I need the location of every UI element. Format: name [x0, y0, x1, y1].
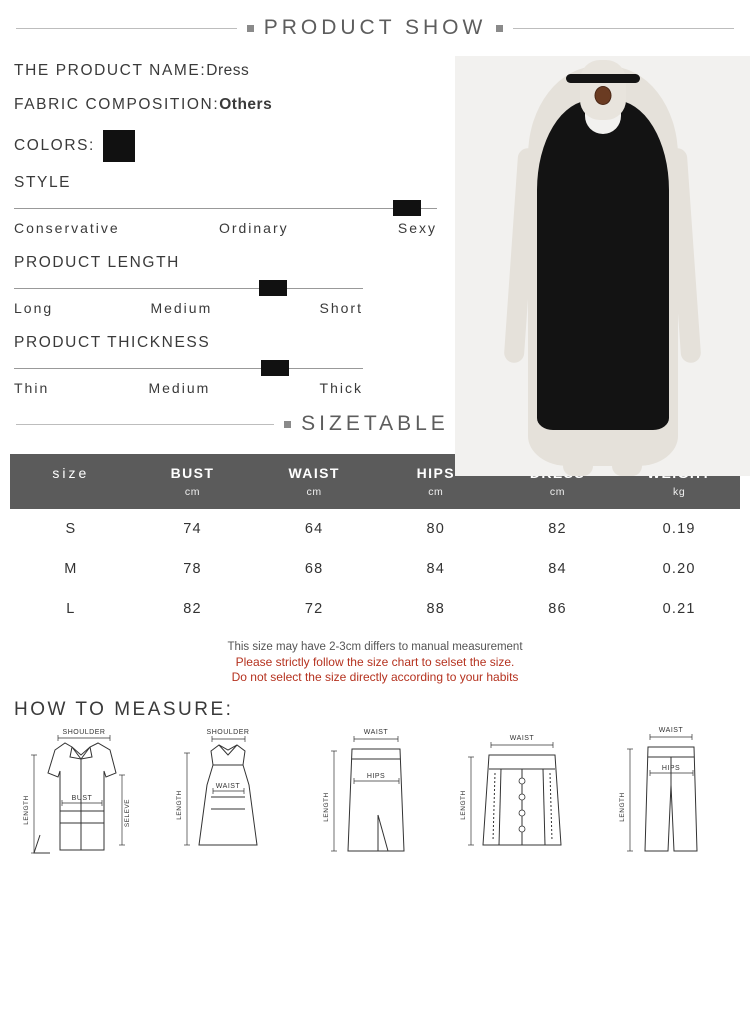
length-scale	[14, 278, 455, 298]
cell-size: L	[66, 601, 76, 617]
size-note-habits: Do not select the size directly according to your habits	[231, 670, 519, 684]
svg-text:SELEVE: SELEVE	[124, 798, 131, 828]
unit-dress: cm	[497, 486, 619, 509]
unit-bust: cm	[132, 486, 254, 509]
thickness-marker-medium	[261, 360, 289, 376]
svg-text:LENGTH: LENGTH	[23, 795, 30, 825]
table-row	[10, 509, 740, 549]
length-option-medium: Medium	[150, 300, 213, 316]
svg-text:SHOULDER: SHOULDER	[62, 729, 106, 736]
style-attribute	[14, 174, 455, 236]
fabric-value: Others	[219, 96, 273, 113]
svg-text:HIPS: HIPS	[661, 765, 681, 772]
measure-diagram-short-skirt	[451, 725, 593, 875]
sizetable-title: SIZETABLE	[301, 412, 449, 435]
thickness-option-medium: Medium	[148, 380, 211, 396]
svg-text:WAIST: WAIST	[658, 727, 684, 734]
unit-hips: cm	[375, 486, 497, 509]
style-option-conservative: Conservative	[14, 220, 120, 236]
length-marker-medium	[259, 280, 287, 296]
color-swatch-black	[103, 130, 135, 162]
svg-text:WAIST: WAIST	[215, 783, 241, 790]
wooden-pendant	[594, 86, 611, 105]
black-halter-dress	[537, 100, 669, 430]
table-row	[10, 549, 740, 589]
thickness-title: PRODUCT THICKNESS	[14, 334, 211, 351]
svg-text:LENGTH: LENGTH	[176, 790, 183, 820]
fabric-label: FABRIC COMPOSITION:	[14, 96, 220, 113]
dress-illustration	[157, 725, 299, 875]
col-header-waist: WAIST	[253, 454, 375, 486]
style-scale-line	[14, 208, 437, 209]
short-skirt-illustration	[451, 725, 593, 875]
measure-diagram-long-skirt	[304, 725, 446, 875]
length-title: PRODUCT LENGTH	[14, 254, 180, 271]
pants-illustration	[598, 725, 740, 875]
product-name-label: THE PRODUCT NAME:	[14, 62, 207, 79]
thickness-option-thick: Thick	[319, 380, 363, 396]
svg-text:BUST: BUST	[71, 795, 93, 802]
shirt-illustration	[10, 725, 152, 875]
unit-waist: cm	[253, 486, 375, 509]
style-scale	[14, 198, 455, 218]
unit-size	[10, 486, 132, 509]
product-name-line	[14, 62, 455, 80]
length-options	[14, 300, 455, 316]
size-note-follow-chart: Please strictly follow the size chart to selset the size.	[235, 655, 515, 669]
cell-hips: 80	[426, 521, 446, 537]
cell-waist: 72	[304, 601, 324, 617]
cell-bust: 78	[183, 561, 202, 577]
cell-weight: 0.20	[662, 561, 696, 577]
cell-dress: 82	[548, 521, 567, 537]
header-rule-right	[513, 28, 734, 29]
product-name-value: Dress	[206, 62, 250, 79]
style-title: STYLE	[14, 174, 72, 191]
style-options	[14, 220, 455, 236]
product-model-photo	[455, 56, 750, 476]
product-show-title: PRODUCT SHOW	[263, 16, 487, 39]
cell-hips: 84	[426, 561, 446, 577]
thickness-attribute	[14, 334, 455, 396]
thickness-options	[14, 380, 455, 396]
header-square-left	[247, 25, 254, 32]
cell-dress: 84	[548, 561, 567, 577]
cell-hips: 88	[426, 601, 446, 617]
size-table-body	[10, 509, 740, 629]
how-to-measure-title: HOW TO MEASURE:	[14, 699, 234, 720]
cell-waist: 64	[304, 521, 324, 537]
length-option-short: Short	[319, 300, 363, 316]
cell-size: M	[64, 561, 78, 577]
thickness-option-thin: Thin	[14, 380, 50, 396]
sizetable-rule-left	[16, 424, 274, 425]
long-skirt-illustration	[304, 725, 446, 875]
header-rule-left	[16, 28, 237, 29]
measure-diagram-shirt	[10, 725, 152, 875]
cell-weight: 0.19	[662, 521, 696, 537]
col-header-hips: HIPS	[375, 454, 497, 486]
how-to-measure-diagrams	[0, 725, 750, 875]
colors-row	[14, 130, 455, 162]
size-table-wrapper	[0, 454, 750, 685]
cell-size: S	[65, 521, 77, 537]
size-table	[10, 454, 740, 629]
sizetable-square-left	[284, 421, 291, 428]
col-header-bust: BUST	[132, 454, 254, 486]
thickness-scale	[14, 358, 455, 378]
style-option-sexy: Sexy	[397, 220, 437, 236]
colors-label: COLORS:	[14, 137, 95, 154]
length-scale-line	[14, 288, 363, 289]
cell-weight: 0.21	[662, 601, 696, 617]
cell-bust: 82	[183, 601, 202, 617]
measure-diagram-pants	[598, 725, 740, 875]
svg-text:LENGTH: LENGTH	[619, 792, 626, 822]
cell-dress: 86	[548, 601, 567, 617]
style-marker-sexy	[393, 200, 421, 216]
unit-weight: kg	[618, 486, 740, 509]
length-attribute	[14, 254, 455, 316]
style-option-ordinary: Ordinary	[218, 220, 289, 236]
svg-text:LENGTH: LENGTH	[460, 790, 467, 820]
svg-text:LENGTH: LENGTH	[323, 792, 330, 822]
table-row	[10, 589, 740, 629]
svg-text:HIPS: HIPS	[366, 773, 386, 780]
svg-text:WAIST: WAIST	[509, 735, 535, 742]
svg-text:WAIST: WAIST	[363, 729, 389, 736]
size-note-measurement: This size may have 2-3cm differs to manual measurement	[227, 641, 523, 653]
thickness-scale-line	[14, 368, 363, 369]
fabric-composition-line	[14, 96, 455, 114]
product-photo-area	[455, 62, 750, 400]
col-header-size: size	[10, 454, 132, 486]
cell-bust: 74	[183, 521, 202, 537]
cell-waist: 68	[304, 561, 324, 577]
length-option-long: Long	[14, 300, 54, 316]
choker-band	[566, 74, 640, 83]
size-table-unit-row	[10, 486, 740, 509]
product-info-section	[0, 40, 750, 400]
measure-diagram-dress	[157, 725, 299, 875]
svg-text:SHOULDER: SHOULDER	[206, 729, 250, 736]
header-square-right	[496, 25, 503, 32]
product-show-header	[0, 16, 750, 40]
product-attributes	[0, 62, 455, 400]
size-notes	[10, 641, 740, 685]
